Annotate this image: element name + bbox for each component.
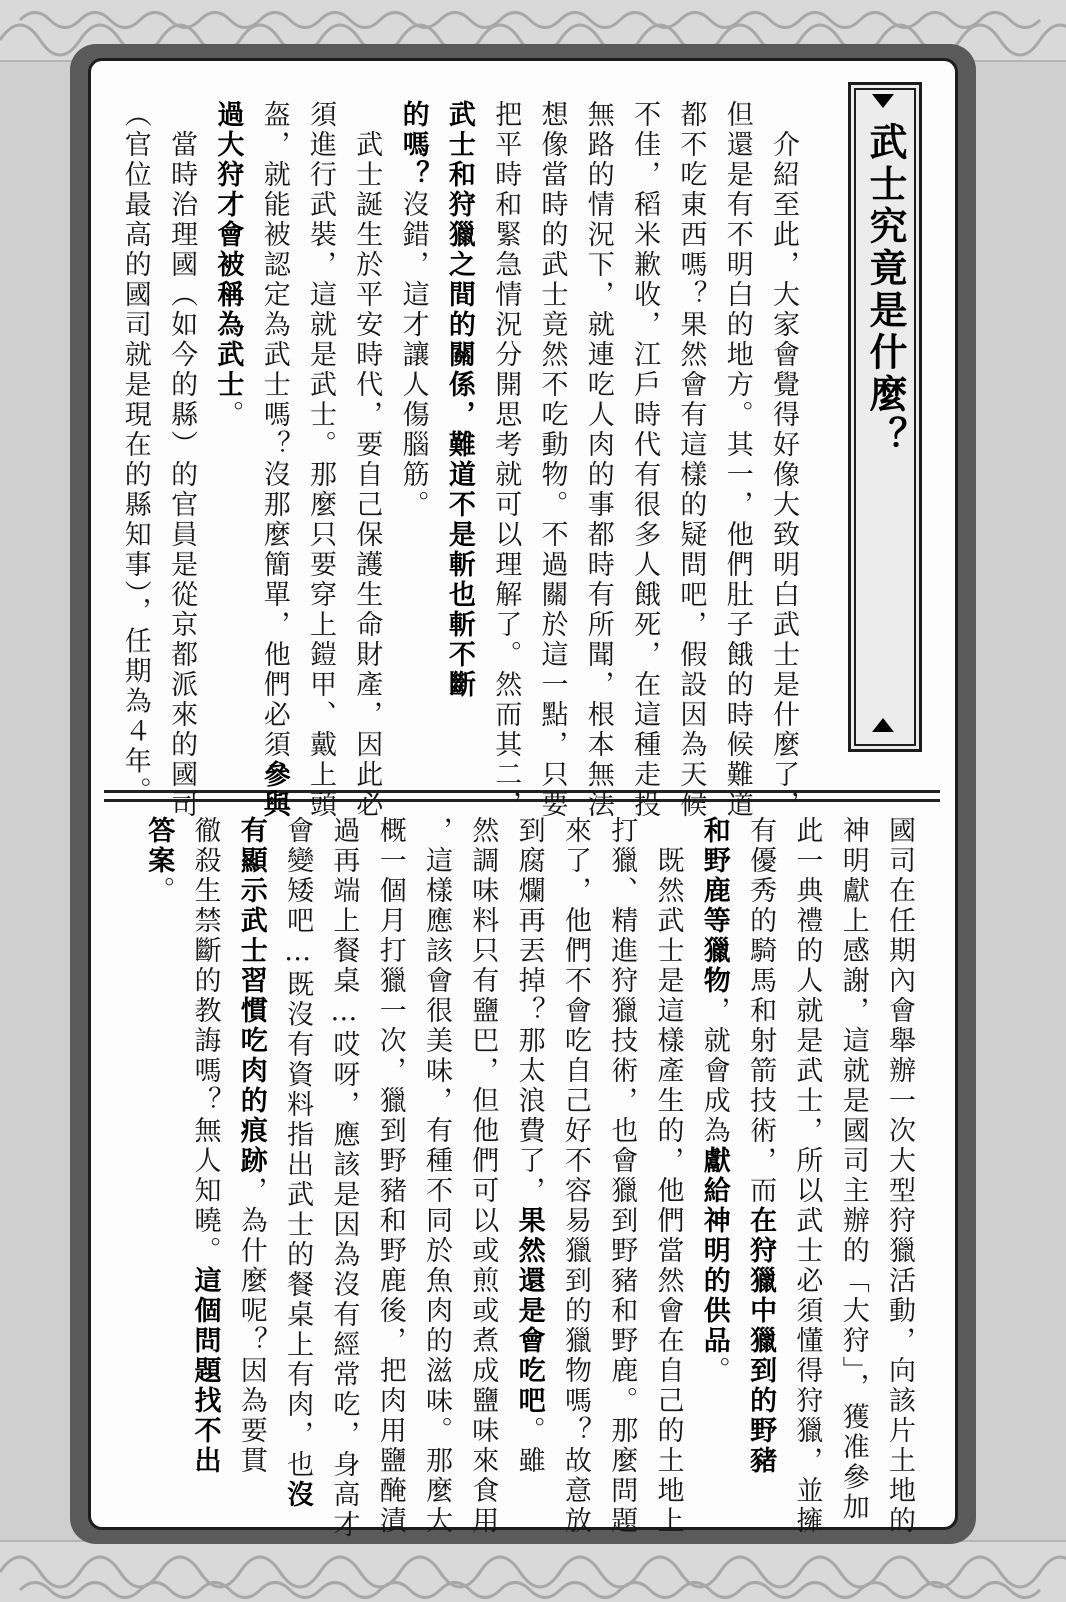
bold-text: 獻給神明的供品 [698, 1146, 730, 1356]
text-run: 但還是有不明白的地方。其一，他們肚子餓的時候難道 [721, 100, 753, 820]
text-column [482, 100, 529, 820]
text-column [158, 100, 205, 820]
text-column [575, 100, 622, 820]
text-run: 此一典禮的人就是武士，所以武士必須懂得狩獵，並擁 [791, 816, 823, 1536]
text-run: ，就會成為 [698, 996, 730, 1146]
page-title: 武士究竟是什麼？ [863, 122, 907, 458]
text-run: 到腐爛再丟掉？那太浪費了， [513, 816, 545, 1206]
bold-text: 武士和狩獵之間的關係，難道不是斬也斬不斷 [443, 100, 475, 700]
text-column [390, 100, 437, 520]
bold-text: 答案 [143, 816, 175, 876]
text-column [297, 100, 344, 820]
triangle-up-icon [872, 718, 894, 732]
text-column [645, 816, 692, 1536]
text-column [436, 100, 483, 700]
text-column [182, 816, 229, 1476]
text-column [783, 816, 830, 1536]
text-run: 。 [698, 1356, 730, 1386]
text-column [830, 816, 877, 1523]
text-column [343, 100, 390, 820]
bold-text: 沒 [282, 1480, 314, 1510]
triangle-down-icon [872, 94, 894, 108]
bold-text: 過大狩才會被稱為武士 [212, 100, 244, 400]
text-column [135, 816, 182, 906]
text-column [112, 100, 159, 807]
text-run: （官位最高的國司就是現在的縣知事），任期為４年。 [119, 100, 151, 807]
text-column [251, 100, 298, 820]
text-run: 沒錯，這才讓人傷腦筋。 [397, 190, 429, 520]
text-column [737, 816, 784, 1476]
text-run: 來了，他們不會吃自己好不容易獵到的獵物嗎？故意放 [559, 816, 591, 1536]
text-column [274, 816, 321, 1510]
text-run: 盔，就能被認定為武士嗎？沒那麼簡單，他們必須 [258, 100, 290, 760]
text-run: 會變矮吧…既沒有資料指出武士的餐桌上有肉，也 [282, 816, 314, 1480]
text-run: 過再端上餐桌…哎呀，應該是因為沒有經常吃，身高才 [328, 816, 360, 1540]
cloud-pattern-bottom [0, 1542, 1066, 1602]
bold-text: 參與 [258, 760, 290, 820]
text-column [714, 100, 761, 820]
text-column [228, 816, 275, 1476]
text-run: 然調味料只有鹽巴，但他們可以或煎或煮成鹽味來食用 [467, 816, 499, 1536]
text-column [506, 816, 553, 1476]
text-run: 既然武士是這樣產生的，他們當然會在自己的土地上 [652, 816, 684, 1536]
text-column [621, 100, 668, 820]
text-run: 。 [212, 400, 244, 430]
text-run: 打獵、精進狩獵技術，也會獵到野豬和野鹿。那麼問題 [606, 816, 638, 1536]
text-run: 無路的情況下，就連吃人肉的事都時有所聞，根本無法 [582, 100, 614, 820]
text-run: 。 [143, 876, 175, 906]
text-run: 概一個月打獵一次，獵到野豬和野鹿後，把肉用鹽醃漬 [374, 816, 406, 1536]
text-run: ，這樣應該會很美味，有種不同於魚肉的滋味。那麼大 [421, 816, 452, 1536]
text-run: ，為什麼呢？因為要貫 [235, 1176, 267, 1476]
text-column [691, 816, 738, 1386]
text-run: 介紹至此，大家會覺得好像大致明白武士是什麼了， [768, 100, 799, 820]
text-column [367, 816, 414, 1536]
text-column [320, 816, 367, 1540]
text-run: 。雖 [513, 1416, 545, 1476]
bold-text: 和野鹿等獵物 [698, 816, 730, 996]
bold-text: 的嗎？ [397, 100, 429, 190]
text-run: 有優秀的騎馬和射箭技術，而 [745, 816, 777, 1206]
text-column [598, 816, 645, 1536]
text-run: 徹殺生禁斷的教誨嗎？無人知曉。 [189, 816, 221, 1266]
text-run: 把平時和緊急情況分開思考就可以理解了。然而其二， [490, 100, 522, 820]
text-run: 想像當時的武士竟然不吃動物。不過關於這一點，只要 [536, 100, 568, 820]
text-column [413, 816, 460, 1536]
text-column [529, 100, 576, 820]
text-run: 都不吃東西嗎？果然會有這樣的疑問吧，假設因為天候 [675, 100, 707, 820]
text-column [667, 100, 714, 820]
text-run: 不佳，稻米歉收，江戶時代有很多人餓死，在這種走投 [629, 100, 661, 820]
text-column [760, 100, 807, 820]
text-column [876, 816, 923, 1536]
text-run: 武士誕生於平安時代，要自己保護生命財產，因此必 [351, 100, 383, 820]
bold-text: 在狩獵中獵到的野豬 [745, 1206, 777, 1476]
text-run: 神明獻上感謝，這就是國司主辦的「大狩」，獲准參加 [837, 816, 869, 1523]
bold-text: 果然還是會吃吧 [513, 1206, 545, 1416]
decorative-border-bottom [0, 1540, 1066, 1602]
text-run: 國司在任期內會舉辦一次大型狩獵活動，向該片土地的 [884, 816, 915, 1536]
text-run: 當時治理國（如今的縣）的官員是從京都派來的國司 [166, 100, 198, 820]
text-run: 須進行武裝，這就是武士。那麼只要穿上鎧甲、戴上頭 [305, 100, 336, 820]
bold-text: 有顯示武士習慣吃肉的痕跡 [235, 816, 267, 1176]
text-column [552, 816, 599, 1536]
bold-text: 這個問題找不出 [189, 1266, 221, 1476]
text-column [204, 100, 251, 430]
text-column [459, 816, 506, 1536]
